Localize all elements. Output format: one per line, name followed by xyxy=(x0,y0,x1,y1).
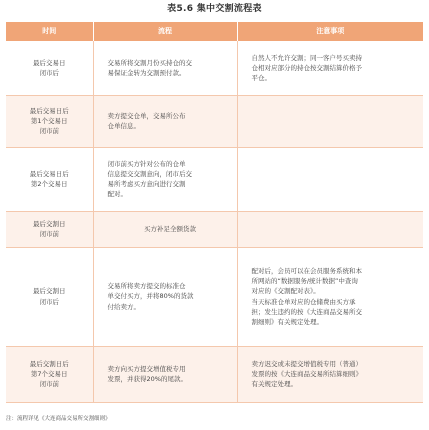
row-note: 配对后，会员可以在会员服务系统和本 所网站的“数据服务/统计数据”中查询 对应的《交割配对表》。 当天标准仓单对应的仓储费由买方承 担；发生违约的按《大连商品交易所交 割细则》有关规定处理。 xyxy=(237,247,423,346)
table-title: 表5.6 集中交割流程表 xyxy=(167,4,262,14)
table-row xyxy=(6,95,423,147)
footnote: 注：流程详见《大连商品交易所交割细则》 xyxy=(6,416,111,422)
row-time: 最后交割日 闭市后 xyxy=(6,247,93,346)
row-note: 卖方迟交或未提交增值税专用（普通） 发票的按《大连商品交易所结算细则》 有关规定处理。 xyxy=(237,346,423,402)
row-time: 最后交割日后 第7个交易日 闭市前 xyxy=(6,346,93,402)
table-row xyxy=(6,346,423,402)
table-row xyxy=(6,211,423,247)
row-time: 最后交易日后 第2个交易日 xyxy=(6,147,93,211)
row-time: 最后交易日 闭市后 xyxy=(6,41,93,95)
table-row xyxy=(6,247,423,346)
row-time: 最后交易日后 第1个交易日 闭市前 xyxy=(6,95,93,147)
row-time: 最后交割日 闭市前 xyxy=(6,211,93,247)
row-process: 交易所将卖方提交的标准仓 单交付买方，并将80%的货款 付给卖方。 xyxy=(93,247,237,346)
row-process: 买方补足全额货款 xyxy=(93,211,237,247)
row-process: 卖方向买方提交增值税专用 发票，并获得20%的尾款。 xyxy=(93,346,237,402)
delivery-process-table xyxy=(6,22,423,403)
row-process: 闭市前买方针对公布的仓单 信息提交交割意向，闭市后交 易所考虑买方意向进行交割 配对。 xyxy=(93,147,237,211)
row-note xyxy=(237,95,423,147)
header-notes: 注意事项 xyxy=(237,22,423,41)
row-note: 自然人不允许交割；同一客户号买卖持 仓相对应部分的持仓按交割结算价格予 平仓。 xyxy=(237,41,423,95)
header-process: 流程 xyxy=(93,22,237,41)
table-row xyxy=(6,147,423,211)
table-row xyxy=(6,41,423,95)
header-time: 时间 xyxy=(6,22,93,41)
row-note xyxy=(237,211,423,247)
table-header-row xyxy=(6,22,423,41)
row-process: 交易所将交割月份买持仓的交 易保证金转为交割预付款。 xyxy=(93,41,237,95)
row-note xyxy=(237,147,423,211)
row-process: 卖方提交仓单，交易所公布 仓单信息。 xyxy=(93,95,237,147)
